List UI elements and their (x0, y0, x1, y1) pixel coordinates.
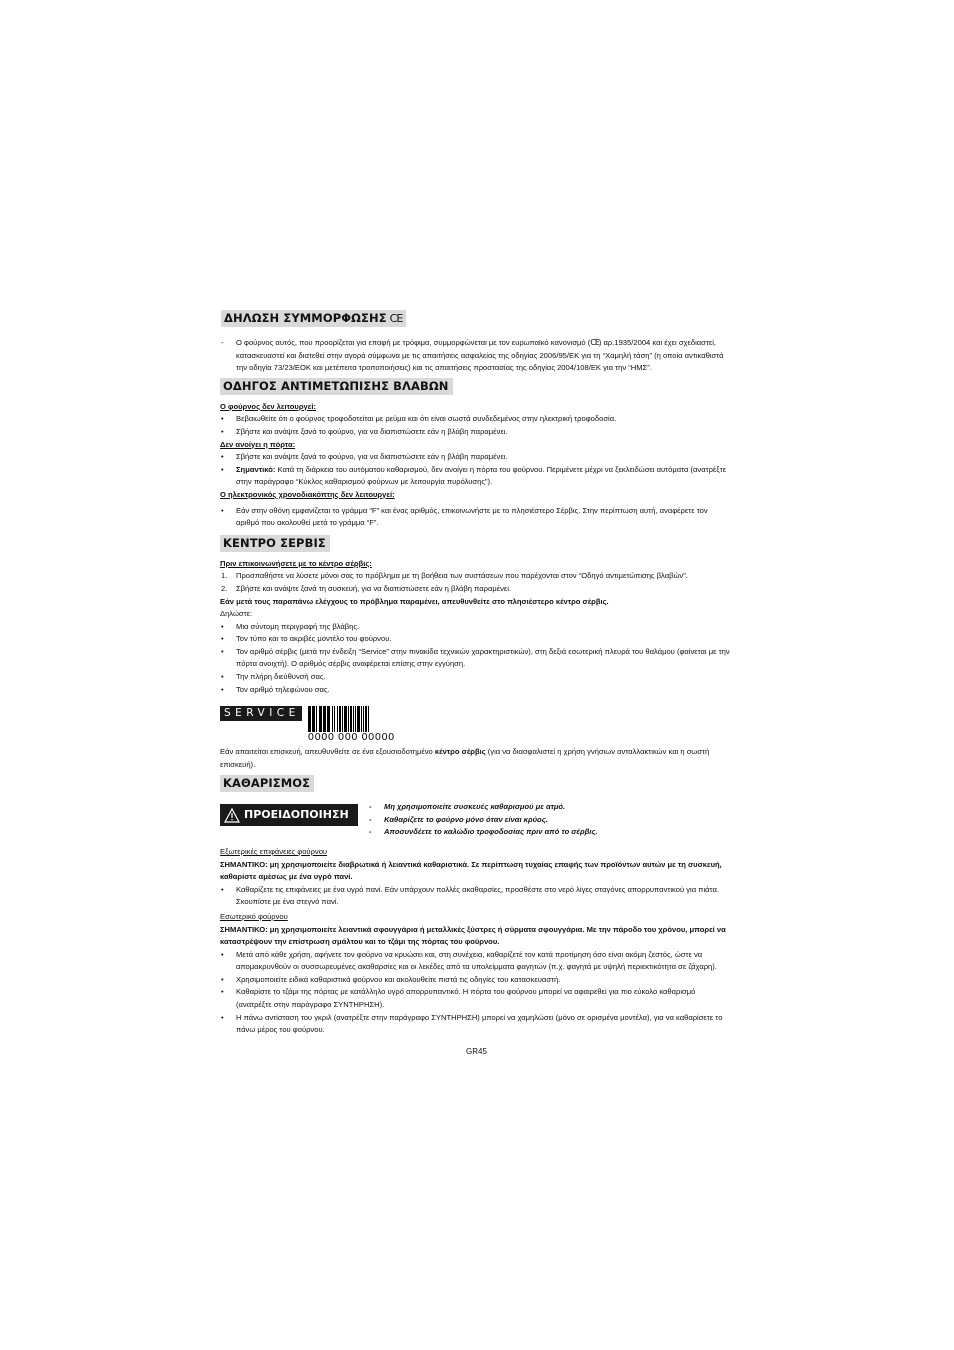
list-item: • Την πλήρη διεύθυνσή σας. (221, 672, 326, 682)
ce-mark-icon: CE (389, 312, 403, 325)
interior-important: ΣΗΜΑΝΤΙΚΟ: μη χρησιμοποιείτε λειαντικά σφουγγάρια ή μεταλλικές ξύστρες ή σύρματα σφουγγάρια. Με την πάροδο του χρόνου, μπορεί να καταστρέψουν την επίστρωση σμάλτου και το τζάμι της πόρτας του φούρνου. (220, 924, 726, 947)
page-number: GR45 (466, 1047, 487, 1056)
declaration-text-a: Ο φούρνος αυτός, που προορίζεται για επαφή με τρόφιμα, συμμορφώνεται με τον ευρωπαϊκό κανονισμό ( (236, 338, 591, 347)
section-title-troubleshooting: ΟΔΗΓΟΣ ΑΝΤΙΜΕΤΩΠΙΣΗΣ ΒΛΑΒΩΝ (220, 378, 453, 395)
service-sub: Πριν επικοινωνήσετε με το κέντρο σέρβις: (220, 558, 372, 568)
list-item: - Καθαρίζετε το φούρνο μόνο όταν είναι κρύος. (369, 814, 548, 824)
barcode-bars (308, 706, 396, 732)
warning-label (220, 804, 358, 826)
warning-block (220, 804, 732, 839)
list-item: • Τον τύπο και το ακριβές μοντέλο του φούρνου. (221, 634, 392, 644)
list-item: • Σβήστε και ανάψτε ξανά το φούρνο, για να διαπιστώσετε εάν η βλάβη παραμένει. (221, 452, 508, 462)
service-bold-line: Εάν μετά τους παραπάνω ελέγχους το πρόβλημα παραμένει, απευθυνθείτε στο πλησιέστερο κέντρο σέρβις. (220, 596, 609, 606)
service-label-block (220, 706, 732, 744)
list-item: • Μια σύντομη περιγραφή της βλάβης. (221, 621, 360, 631)
list-item: • Τον αριθμό τηλεφώνου σας. (221, 684, 330, 694)
warning-triangle-icon (224, 808, 240, 823)
list-item: - Μη χρησιμοποιείτε συσκευές καθαρισμού με ατμό. (369, 802, 566, 812)
declaration-text-b: ) αρ.1935/2004 και έχει σχεδιαστεί, κατασκευαστεί και διατεθεί στην αγορά σύμφωνα με τις απαιτήσεις ασφαλείας της οδηγίας 2006/95/ΕΚ για τη “Χαμηλή τάση” (η οποία αντικαθιστά την οδηγία 73/23/ΕΟΚ και μετέπειτα τροποποιήσεις) και τις απαιτήσεις προστασίας της οδηγίας 2004/108/ΕΚ για την “ΗΜΣ”. (236, 338, 724, 373)
document-page (220, 310, 732, 1037)
list-item: • Τον αριθμό σέρβις (μετά την ένδειξη “Service” στην πινακίδα τεχνικών χαρακτηριστικών), στη δεξιά εσωτερική πλευρά του θαλάμου (φαίνεται με την πόρτα ανοιχτή). Ο αριθμός σέρβις αναφέρεται επίσης στην εγγύηση. (221, 646, 730, 669)
exterior-title: Εξωτερικές επιφάνειες φούρνου (220, 846, 328, 856)
ce-mark-icon: CE (590, 338, 599, 347)
warning-list (368, 801, 598, 839)
troubleshooting-sub1: Ο φούρνος δεν λειτουργεί: (220, 401, 317, 411)
list-item: • Η πάνω αντίσταση του γκριλ (ανατρέξτε στην παράγραφο ΣΥΝΤΗΡΗΣΗ) μπορεί να χαμηλώσει (μόνο σε ορισμένα μοντέλα), για να καθαρίσετε το πάνω μέρος του φούρνου. (221, 1012, 723, 1035)
declaration-title-text: ΔΗΛΩΣΗ ΣΥΜΜΟΡΦΩΣΗΣ (224, 311, 387, 325)
service-declare: Δηλώστε: (220, 609, 253, 619)
barcode-icon (308, 706, 396, 744)
warning-label-text: ΠΡΟΕΙΔΟΠΟΙΗΣΗ (244, 808, 349, 822)
list-item: • Καθαρίζετε τις επιφάνειες με ένα υγρό πανί. Εάν υπάρχουν πολλές ακαθαρσίες, προσθέστε στο νερό λίγες σταγόνες απορρυπαντικού για πιάτα. Σκουπίστε με ένα στεγνό πανί. (221, 884, 719, 907)
troubleshooting-sub3: Ο ηλεκτρονικός χρονοδιακόπτης δεν λειτουργεί: (220, 489, 395, 499)
service-footer: Εάν απαιτείται επισκευή, απευθυνθείτε σε ένα εξουσιοδοτημένο κέντρο σέρβις (για να διασφαλιστεί η χρήση γνήσιων ανταλλακτικών και η σωστή επισκευή). (220, 747, 710, 769)
list-item: • Σβήστε και ανάψτε ξανά το φούρνο, για να διαπιστώσετε εάν η βλάβη παραμένει. (221, 426, 508, 436)
barcode-number: 0000 000 00000 (307, 732, 395, 744)
section-title-cleaning: ΚΑΘΑΡΙΣΜΟΣ (220, 775, 314, 792)
list-item: • Εάν στην οθόνη εμφανίζεται το γράμμα “F” και ένας αριθμός, επικοινωνήστε με το πλησιέστερο Σέρβις. Στην περίπτωση αυτή, αναφέρετε τον αριθμό που ακολουθεί μετά το γράμμα “F”. (221, 505, 708, 528)
list-item: 1. Προσπαθήστε να λύσετε μόνοι σας το πρόβλημα με τη βοήθεια των συστάσεων που παρέχονται στον “Οδηγό αντιμετώπισης βλαβών”. (221, 571, 688, 581)
section-title-declaration (221, 310, 406, 327)
list-item: • Χρησιμοποιείτε ειδικά καθαριστικά φούρνου και ακολουθείτε πιστά τις οδηγίες του κατασκευαστή. (221, 974, 561, 984)
list-item: • Βεβαιωθείτε ότι ο φούρνος τροφοδοτείται με ρεύμα και ότι είναι σωστά συνδεδεμένος στην ηλεκτρική τροφοδοσία. (221, 414, 617, 424)
exterior-important: ΣΗΜΑΝΤΙΚΟ: μη χρησιμοποιείτε διαβρωτικά ή λειαντικά καθαριστικά. Σε περίπτωση τυχαίας επαφής των προϊόντων αυτών με τη συσκευή, καθαρίστε αμέσως με ένα υγρό πανί. (220, 859, 722, 882)
list-item: • Μετά από κάθε χρήση, αφήνετε τον φούρνο να κρυώσει και, στη συνέχεια, καθαρίζετέ τον κατά προτίμηση όσο είναι ακόμη ζεστός, ώστε να απομακρυνθούν οι συσσωρευμένες ακαθαρσίες και οι λεκέδες από τα υπολείμματα φαγητών (π.χ. φαγητά με υψηλή περιεκτικότητα σε ζάχαρη). (221, 949, 717, 972)
troubleshooting-sub2: Δεν ανοίγει η πόρτα: (220, 439, 296, 449)
interior-title: Εσωτερικό φούρνου (220, 911, 288, 921)
service-label: SERVICE (220, 706, 302, 721)
list-item: • Σημαντικό: Κατά τη διάρκεια του αυτόματου καθαρισμού, δεν ανοίγει η πόρτα του φούρνου. Περιμένετε μέχρι να ξεκλειδώσει αυτόματα (ανατρέξτε στην παράγραφο “Κύκλος καθαρισμού φούρνων με λειτουργία πυρόλυσης”). (221, 464, 727, 487)
list-item: - Αποσυνδέετε το καλώδιο τροφοδοσίας πριν από το σέρβις. (369, 827, 598, 837)
declaration-paragraph: - Ο φούρνος αυτός, που προορίζεται για επαφή με τρόφιμα, συμμορφώνεται με τον ευρωπαϊκό κανονισμό (CE) αρ.1935/2004 και έχει σχεδιαστεί, κατασκευαστεί και διατεθεί στην αγορά σύμφωνα με τις απαιτήσεις ασφαλείας της οδηγίας 2006/95/ΕΚ για τη “Χαμηλή τάση” (η οποία αντικαθιστά την οδηγία 73/23/ΕΟΚ και μετέπειτα τροποποιήσεις) και τις απαιτήσεις προστασίας της οδηγίας 2004/108/ΕΚ για την “ΗΜΣ”. (221, 338, 724, 373)
section-title-service: ΚΕΝΤΡΟ ΣΕΡΒΙΣ (220, 535, 330, 552)
list-item: • Καθαρίστε το τζάμι της πόρτας με κατάλληλο υγρό απορρυπαντικό. Η πόρτα του φούρνου μπορεί να αφαιρεθεί για πιο εύκολο καθαρισμό (ανατρέξτε στην παράγραφο ΣΥΝΤΗΡΗΣΗ). (221, 987, 696, 1010)
list-item: 2. Σβήστε και ανάψτε ξανά τη συσκευή, για να διαπιστώσετε εάν η βλάβη παραμένει. (221, 583, 512, 593)
